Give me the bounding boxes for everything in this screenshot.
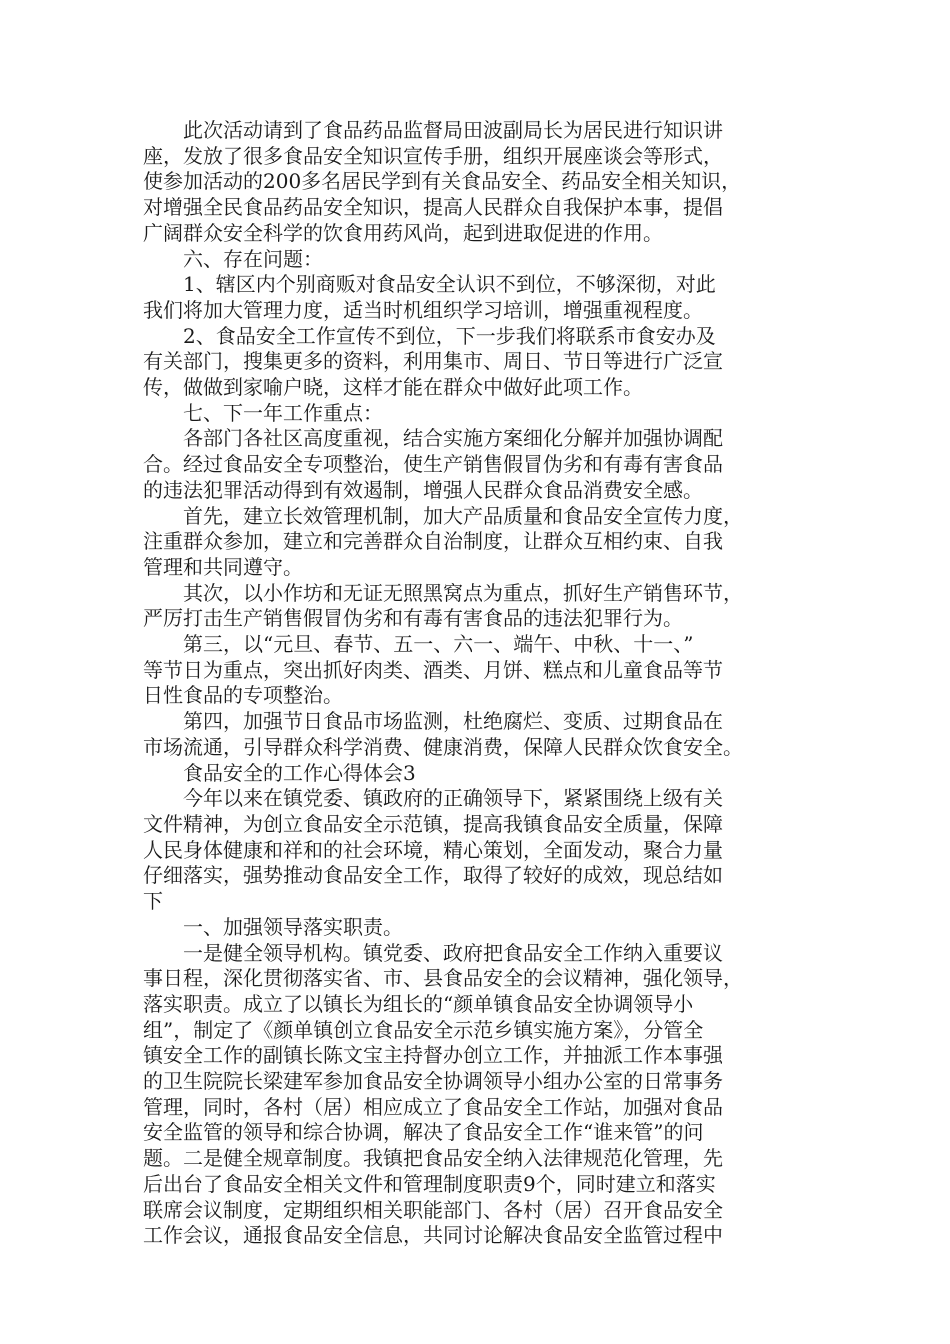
text-line: 一、加强领导落实职责。	[183, 914, 403, 939]
text-line: 人民身体健康和祥和的社会环境，精心策划，全面发动，聚合力量	[143, 837, 723, 862]
paragraph-p1	[143, 118, 823, 247]
text-line: 食品安全的工作心得体会3	[183, 760, 416, 785]
text-line: 严厉打击生产销售假冒伪劣和有毒有害食品的违法犯罪行为。	[143, 606, 683, 631]
text-line: 事日程，深化贯彻落实省、市、县食品安全的会议精神，强化领导，	[143, 966, 743, 991]
text-line: 座，发放了很多食品安全知识宣传手册，组织开展座谈会等形式，	[143, 143, 723, 168]
text-line: 我们将加大管理力度，适当时机组织学习培训，增强重视程度。	[143, 297, 703, 322]
text-line: 今年以来在镇党委、镇政府的正确领导下，紧紧围绕上级有关	[183, 786, 723, 811]
text-line: 有关部门，搜集更多的资料，利用集市、周日、节日等进行广泛宣	[143, 349, 723, 374]
text-line: 下	[143, 889, 163, 914]
text-line: 镇安全工作的副镇长陈文宝主持督办创立工作，并抽派工作本事强	[143, 1043, 723, 1068]
paragraph-p5	[143, 504, 823, 581]
paragraph-p2	[143, 272, 823, 323]
paragraph-p3	[143, 324, 823, 401]
text-line: 2、食品安全工作宣传不到位，下一步我们将联系市食安办及	[183, 323, 716, 348]
text-line: 各部门各社区高度重视，结合实施方案细化分解并加强协调配	[183, 426, 723, 451]
text-line: 其次，以小作坊和无证无照黑窝点为重点，抓好生产销售环节，	[183, 580, 743, 605]
text-line: 对增强全民食品药品安全知识，提高人民群众自我保护本事，提倡	[143, 195, 723, 220]
document-page	[143, 118, 823, 1249]
text-line: 使参加活动的200多名居民学到有关食品安全、药品安全相关知识，	[143, 169, 742, 194]
text-line: 注重群众参加，建立和完善群众自治制度，让群众互相约束、自我	[143, 529, 723, 554]
text-line: 此次活动请到了食品药品监督局田波副局长为居民进行知识讲	[183, 118, 723, 142]
text-line: 传，做做到家喻户晓，这样才能在群众中做好此项工作。	[143, 375, 643, 400]
paragraph-title3	[143, 761, 823, 787]
paragraph-h1	[143, 915, 823, 941]
text-line: 合。经过食品安全专项整治，使生产销售假冒伪劣和有毒有害食品	[143, 452, 723, 477]
text-line: 联席会议制度，定期组织相关职能部门、各村（居）召开食品安全	[143, 1197, 723, 1222]
text-line: 仔细落实，强势推动食品安全工作，取得了较好的成效，现总结如	[143, 863, 723, 888]
text-line: 市场流通，引导群众科学消费、健康消费，保障人民群众饮食安全。	[143, 734, 743, 759]
paragraph-h6	[143, 247, 823, 273]
text-line: 一是健全领导机构。镇党委、政府把食品安全工作纳入重要议	[183, 940, 723, 965]
paragraph-p7	[143, 632, 823, 709]
paragraph-p6	[143, 581, 823, 632]
paragraph-p8	[143, 709, 823, 760]
text-line: 1、辖区内个别商贩对食品安全认识不到位，不够深彻，对此	[183, 272, 716, 297]
paragraph-p4	[143, 426, 823, 503]
text-line: 文件精神，为创立食品安全示范镇，提高我镇食品安全质量，保障	[143, 811, 723, 836]
text-line: 的违法犯罪活动得到有效遏制，增强人民群众食品消费安全感。	[143, 477, 703, 502]
text-line: 题。二是健全规章制度。我镇把食品安全纳入法律规范化管理，先	[143, 1146, 723, 1171]
text-line: 安全监管的领导和综合协调，解决了食品安全工作“谁来管”的问	[143, 1120, 704, 1145]
text-line: 的卫生院院长梁建军参加食品安全协调领导小组办公室的日常事务	[143, 1069, 723, 1094]
text-line: 首先，建立长效管理机制，加大产品质量和食品安全宣传力度，	[183, 503, 743, 528]
text-line: 日性食品的专项整治。	[143, 683, 343, 708]
text-line: 管理，同时，各村（居）相应成立了食品安全工作站，加强对食品	[143, 1094, 723, 1119]
text-line: 组”，制定了《颜单镇创立食品安全示范乡镇实施方案》，分管全	[143, 1017, 704, 1042]
paragraph-p9	[143, 786, 823, 915]
text-line: 工作会议，通报食品安全信息，共同讨论解决食品安全监管过程中	[143, 1223, 723, 1248]
text-line: 等节日为重点，突出抓好肉类、酒类、月饼、糕点和儿童食品等节	[143, 657, 723, 682]
text-line: 广阔群众安全科学的饮食用药风尚，起到进取促进的作用。	[143, 220, 663, 245]
text-line: 六、存在问题：	[183, 246, 323, 271]
paragraph-p10	[143, 941, 823, 1249]
text-line: 管理和共同遵守。	[143, 554, 303, 579]
text-line: 第四，加强节日食品市场监测，杜绝腐烂、变质、过期食品在	[183, 709, 723, 734]
text-line: 第三，以“元旦、春节、五一、六一、端午、中秋、十一、”	[183, 632, 694, 657]
text-line: 落实职责。成立了以镇长为组长的“颜单镇食品安全协调领导小	[143, 991, 694, 1016]
text-line: 七、下一年工作重点：	[183, 400, 383, 425]
text-line: 后出台了食品安全相关文件和管理制度职责9个，同时建立和落实	[143, 1171, 716, 1196]
paragraph-h7	[143, 401, 823, 427]
